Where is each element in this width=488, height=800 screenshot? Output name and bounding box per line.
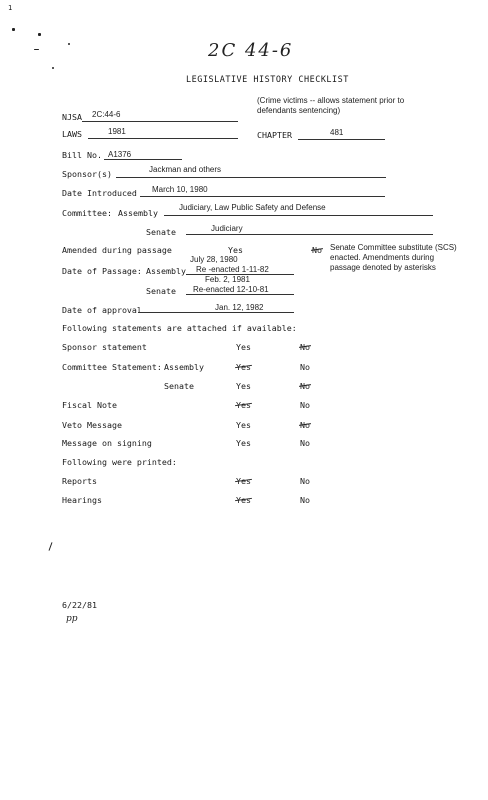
- amended-no-struck: No: [312, 245, 322, 255]
- footer-initials: pp: [66, 614, 78, 624]
- margin-dot: [68, 43, 70, 45]
- committee-statement-assembly-no: No: [300, 362, 310, 372]
- subject-note-line2: defendants sentencing): [257, 106, 341, 115]
- fiscal-note-no: No: [300, 400, 310, 410]
- passage-senate-rule: [186, 294, 294, 295]
- committee-label: Committee:: [62, 208, 112, 218]
- committee-senate-rule: [186, 234, 433, 235]
- introduced-label: Date Introduced: [62, 188, 137, 198]
- margin-dot: [34, 49, 39, 50]
- bill-value: A1376: [108, 150, 132, 159]
- signing-message-yes: Yes: [236, 438, 251, 448]
- amended-label: Amended during passage: [62, 245, 172, 255]
- passage-senate-label: Senate: [146, 286, 176, 296]
- hearings-yes: Yes: [236, 495, 251, 505]
- veto-message-no: No: [300, 420, 310, 430]
- reports-no: No: [300, 476, 310, 486]
- passage-senate-date1: Feb. 2, 1981: [205, 275, 250, 284]
- njsa-value: 2C:44-6: [92, 110, 121, 119]
- committee-assembly-rule: [164, 215, 433, 216]
- veto-message-label: Veto Message: [62, 420, 122, 430]
- committee-statement-senate-yes: Yes: [236, 381, 251, 391]
- veto-message-yes: Yes: [236, 420, 251, 430]
- sponsor-statement-label: Sponsor statement: [62, 342, 147, 352]
- margin-dot: [12, 28, 15, 31]
- chapter-value: 481: [330, 128, 344, 137]
- committee-statement-assembly-yes: Yes: [236, 362, 251, 372]
- reports-yes: Yes: [236, 476, 251, 486]
- passage-assembly-date1: July 28, 1980: [190, 255, 238, 264]
- fiscal-note-yes: Yes: [236, 400, 251, 410]
- printed-header: Following were printed:: [62, 457, 177, 467]
- hearings-no: No: [300, 495, 310, 505]
- sponsor-statement-no: No: [300, 342, 310, 352]
- njsa-label: NJSA: [62, 112, 82, 122]
- laws-rule: [88, 138, 238, 139]
- sponsor-statement-yes: Yes: [236, 342, 251, 352]
- bill-rule: [104, 159, 182, 160]
- chapter-rule: [298, 139, 385, 140]
- introduced-value: March 10, 1980: [152, 185, 208, 194]
- committee-statement-senate-no: No: [300, 381, 310, 391]
- committee-statement-label: Committee Statement:: [62, 362, 162, 372]
- committee-senate-label: Senate: [146, 227, 176, 237]
- margin-dot: [52, 67, 54, 69]
- footer-date: 6/22/81: [62, 600, 97, 610]
- chapter-label: CHAPTER: [257, 130, 292, 140]
- approval-value: Jan. 12, 1982: [215, 303, 264, 312]
- amended-note-line1: Senate Committee substitute (SCS): [330, 243, 457, 252]
- reports-label: Reports: [62, 476, 97, 486]
- committee-statement-assembly-label: Assembly: [164, 362, 204, 372]
- amended-note-line2: enacted. Amendments during: [330, 253, 435, 262]
- subject-note-line1: (Crime victims -- allows statement prior to: [257, 96, 405, 105]
- stray-mark: [48, 542, 52, 551]
- corner-mark: 1: [8, 4, 13, 12]
- signing-message-no: No: [300, 438, 310, 448]
- njsa-rule: [82, 121, 238, 122]
- attached-header: Following statements are attached if available:: [62, 323, 297, 333]
- committee-senate-value: Judiciary: [211, 224, 243, 233]
- amended-yes: Yes: [228, 245, 243, 255]
- bill-label: Bill No.: [62, 150, 102, 160]
- sponsors-rule: [116, 177, 386, 178]
- approval-rule: [138, 312, 294, 313]
- page-title: LEGISLATIVE HISTORY CHECKLIST: [186, 75, 349, 85]
- sponsors-label: Sponsor(s): [62, 169, 112, 179]
- laws-value: 1981: [108, 127, 126, 136]
- passage-label: Date of Passage:: [62, 266, 142, 276]
- approval-label: Date of approval: [62, 305, 142, 315]
- signing-message-label: Message on signing: [62, 438, 152, 448]
- committee-statement-senate-label: Senate: [164, 381, 194, 391]
- passage-assembly-label: Assembly: [146, 266, 186, 276]
- fiscal-note-label: Fiscal Note: [62, 400, 117, 410]
- passage-assembly-date2: Re -enacted 1-11-82: [196, 265, 269, 274]
- amended-note-line3: passage denoted by asterisks: [330, 263, 436, 272]
- laws-label: LAWS: [62, 129, 82, 139]
- handwritten-reference: 2C 44-6: [208, 40, 294, 61]
- committee-assembly-label: Assembly: [118, 208, 158, 218]
- margin-dot: [38, 33, 41, 36]
- committee-assembly-value: Judiciary, Law Public Safety and Defense: [179, 203, 326, 212]
- passage-senate-date2: Re-enacted 12-10-81: [193, 285, 269, 294]
- sponsors-value: Jackman and others: [149, 165, 222, 174]
- hearings-label: Hearings: [62, 495, 102, 505]
- introduced-rule: [140, 196, 385, 197]
